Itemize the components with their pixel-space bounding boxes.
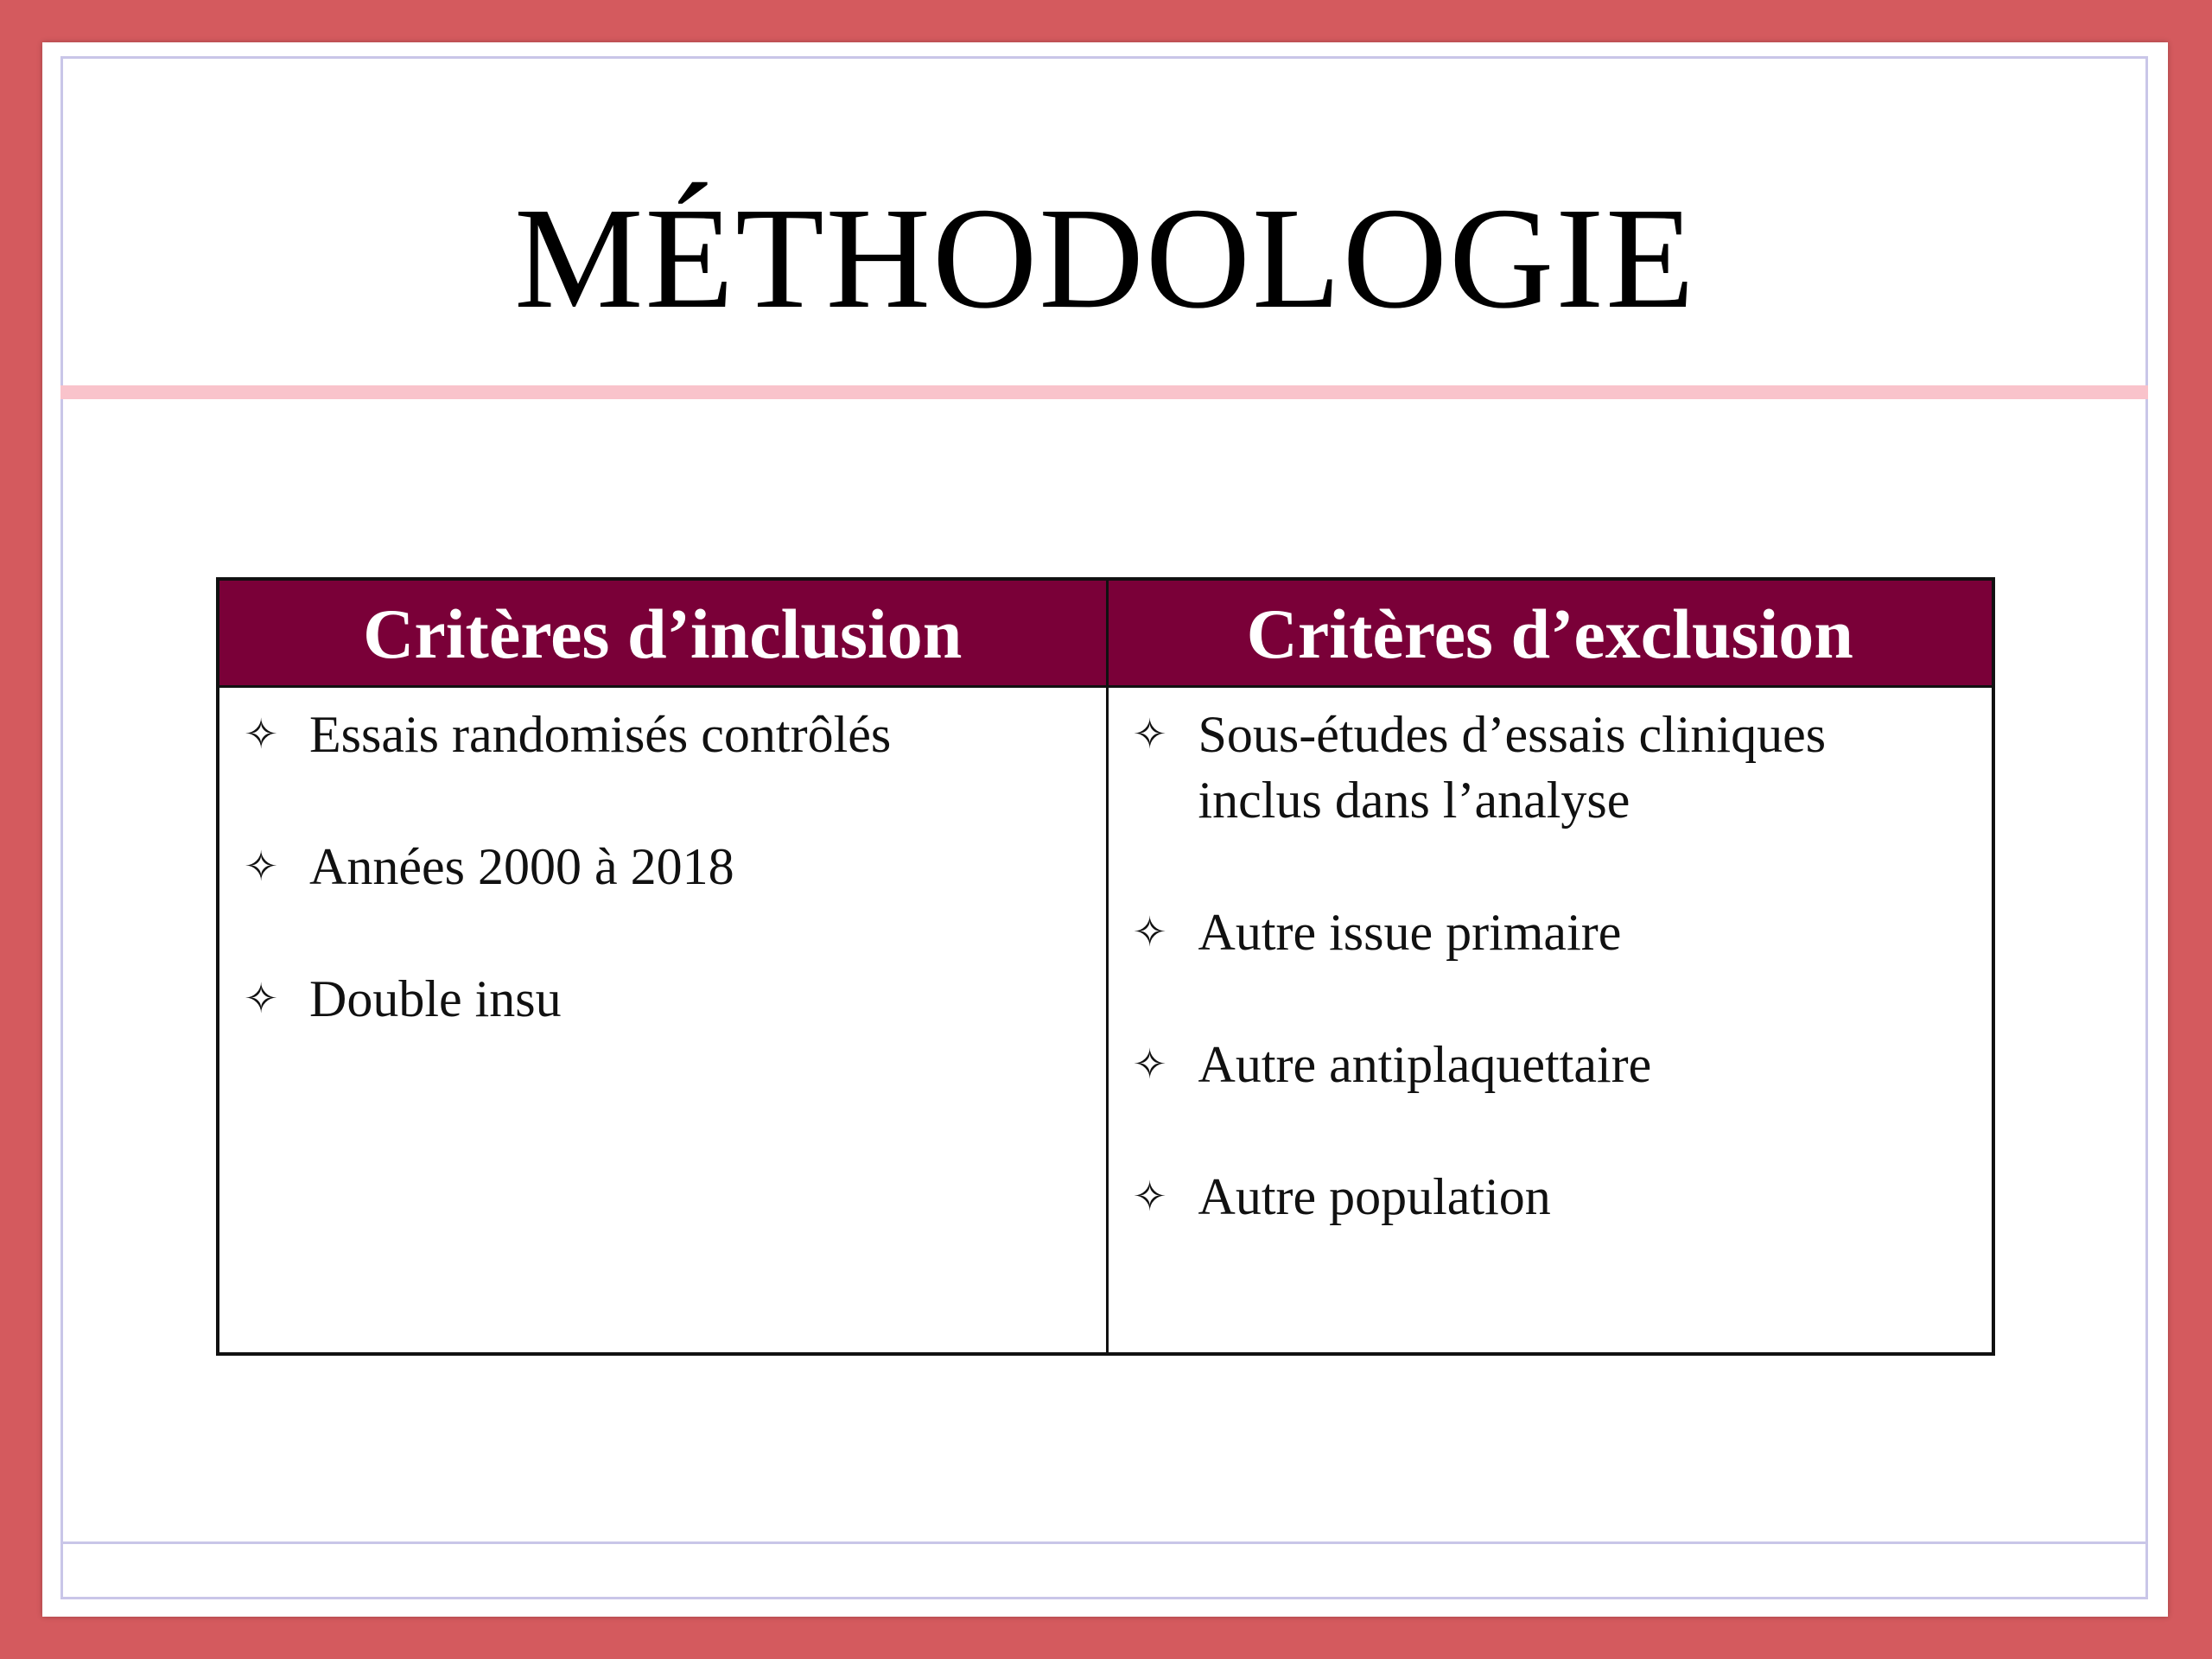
list-item bbox=[244, 966, 1071, 1032]
four-pointed-star-icon: ✧ bbox=[244, 842, 279, 891]
list-item-text: Essais randomisés contrôlés bbox=[309, 706, 892, 763]
list-item bbox=[1133, 899, 1958, 965]
slide-title: MÉTHODOLOGIE bbox=[514, 178, 1696, 339]
four-pointed-star-icon: ✧ bbox=[244, 710, 279, 759]
list-item-text: Sous-études d’essais cliniques inclus dans l’analyse bbox=[1198, 706, 1827, 829]
list-item-text: Autre population bbox=[1198, 1168, 1551, 1225]
exclusion-header: Critères d’exclusion bbox=[1109, 581, 1993, 688]
four-pointed-star-icon: ✧ bbox=[244, 975, 279, 1023]
inclusion-list bbox=[219, 688, 1106, 1032]
list-item bbox=[244, 834, 1071, 899]
list-item bbox=[1133, 1164, 1958, 1230]
list-item-text: Années 2000 à 2018 bbox=[309, 838, 734, 895]
four-pointed-star-icon: ✧ bbox=[1132, 1040, 1167, 1089]
exclusion-list bbox=[1109, 688, 1993, 1230]
four-pointed-star-icon: ✧ bbox=[1132, 1173, 1167, 1221]
list-item bbox=[1133, 702, 1958, 833]
inclusion-column bbox=[219, 581, 1106, 1352]
four-pointed-star-icon: ✧ bbox=[1132, 710, 1167, 759]
list-item-text: Autre issue primaire bbox=[1198, 904, 1622, 961]
slide bbox=[42, 42, 2168, 1617]
inclusion-header: Critères d’inclusion bbox=[219, 581, 1106, 688]
list-item-text: Autre antiplaquettaire bbox=[1198, 1036, 1652, 1093]
list-item-text: Double insu bbox=[309, 970, 562, 1027]
list-item bbox=[1133, 1032, 1958, 1097]
title-divider bbox=[60, 385, 2148, 399]
exclusion-column bbox=[1106, 581, 1993, 1352]
four-pointed-star-icon: ✧ bbox=[1132, 908, 1167, 957]
criteria-table bbox=[216, 577, 1995, 1356]
list-item bbox=[244, 702, 1071, 767]
footer-divider bbox=[60, 1541, 2148, 1544]
